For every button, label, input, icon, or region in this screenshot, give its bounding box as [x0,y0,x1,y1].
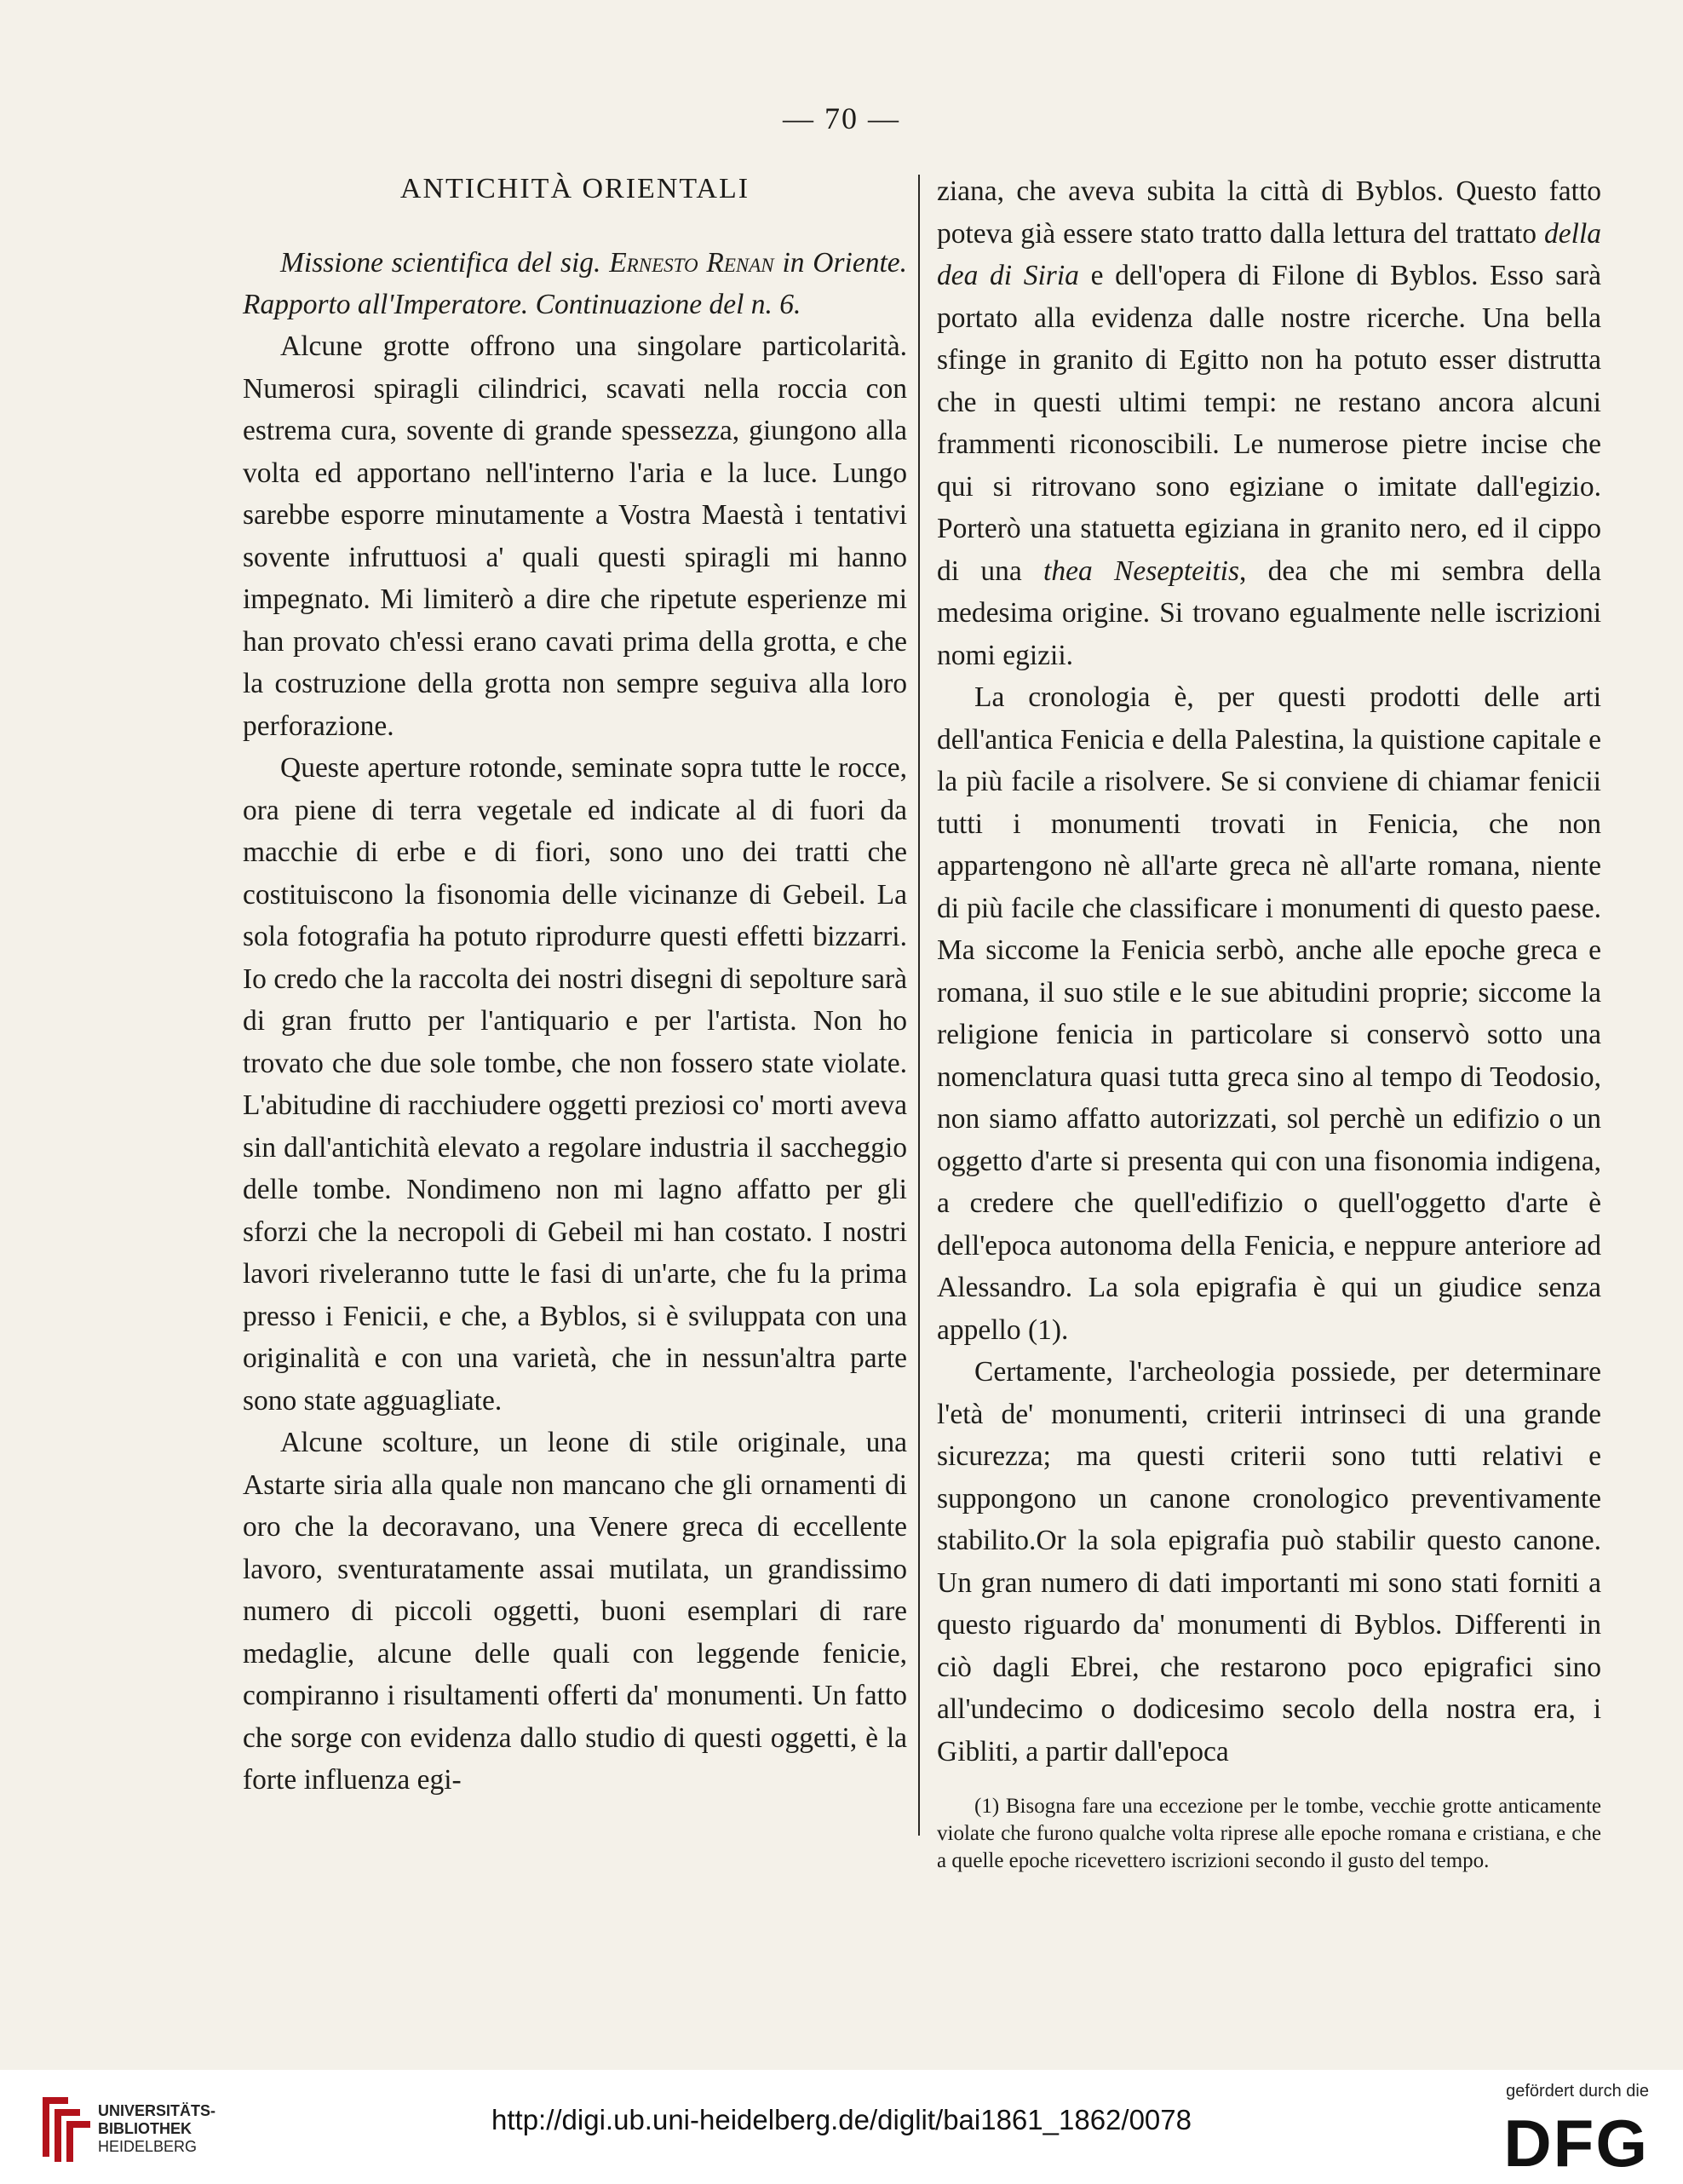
page-number: — 70 — [783,101,900,135]
subtitle-text: Missione scientifica del sig. [280,247,610,279]
paragraph-text: , dea che mi sembra della medesima origine. Si trovano egualmente nelle iscrizioni nomi egizii. [937,555,1602,671]
source-url-link[interactable]: http://digi.ub.uni-heidelberg.de/diglit/bai1861_1862/0078 [491,2104,1192,2135]
author-name: Ernesto Renan [609,247,774,279]
article-subtitle [243,242,907,325]
body-paragraph: Alcune grotte offrono una singolare particolarità. Numerosi spiragli cilindrici, scavati nella roccia con estrema cura, sovente di grande spessezza, giungono alla volta ed apportano nell'interno l'aria e la luce. Lungo sarebbe esporre minutamente a Vostra Maestà i tentativi sovente infruttuosi a' quali questi spiragli mi hanno impegnato. Mi limiterò a dire che ripetute esperienze mi han provato ch'essi erano cavati prima della grotta, e che la costruzione della grotta non sempre seguiva alla loro perforazione. [243,330,907,742]
body-paragraph: Certamente, l'archeologia possiede, per determinare l'età de' monumenti, criterii intrinseci di una grande sicurezza; ma questi criterii sono tutti relativi e suppongono un canone cronologico preventivamente stabilito.Or la sola epigrafia può stabilir questo canone. Un gran numero di dati importanti mi sono stati forniti a questo riguardo da' monumenti di Byblos. Differenti in ciò dagli Ebrei, che restarono poco epigrafici sino all'undecimo o dodicesimo secolo della nostra era, i Gibliti, a partir dall'epoca [937,1356,1601,1767]
library-name-line: UNIVERSITÄTS- [98,2102,216,2119]
library-name-line: BIBLIOTHEK [98,2120,192,2137]
footnotes [937,1793,1601,1875]
subtitle-text-continued: in Oriente. Rapporto all'Imperatore. Continuazione del n. 6. [243,247,908,320]
footer-banner [0,2070,1683,2184]
section-heading: ANTICHITÀ ORIENTALI [399,173,750,204]
italic-title: della dea di Siria [937,217,1601,291]
body-paragraph: La cronologia è, per questi prodotti delle arti dell'antica Fenicia e della Palestina, la quistione capitale e la più facile a risolvere. Se si conviene di chiamar fenicii tutti i monumenti trovati in Fenicia, che non appartengono nè all'arte greca nè all'arte romana, niente di più facile che classificare i monumenti di questo paese. Ma siccome la Fenicia serbò, anche alle epoche greca e romana, il suo stile e le sue abitudini proprie; siccome la religione fenicia in particolare si conservò sotto una nomenclatura quasi tutta greca sino al tempo di Teodosio, non siamo affatto autorizzati, sol perchè un edifizio o un oggetto d'arte si presenta qui con una fisonomia indigena, a credere che quell'edifizio o quell'oggetto d'arte è dell'epoca autonoma della Fenicia, e neppure anteriore ad Alessandro. La sola epigrafia è qui un giudice senza appello (1). [937,681,1601,1346]
italic-name: thea Nesepteitis [1043,555,1239,587]
dfg-logo: DFG [1503,2106,1649,2181]
body-paragraph [937,170,1601,676]
body-paragraph: Queste aperture rotonde, seminate sopra tutte le rocce, ora piene di terra vegetale ed indicate al di fuori da macchie di erbe e di fiori, sono uno dei tratti che costituiscono la fisonomia delle vicinanze di Gebeil. La sola fotografia ha potuto riprodurre questi effetti bizzarri. Io credo che la raccolta dei nostri disegni di sepolture sarà di gran frutto per l'antiquario e per l'artista. Non ho trovato che due sole tombe, che non fossero state violate. L'abitudine di racchiudere oggetti preziosi co' morti aveva sin dall'antichità elevato a regolare industria il saccheggio delle tombe. Nondimeno non mi lagno affatto per gli sforzi che la necropoli di Gebeil mi han costato. I nostri lavori riveleranno tutte le fasi di un'arte, che fu la prima presso i Fenicii, e che, a Byblos, si è sviluppata con una originalità e con una varietà, che in nessun'altra parte sono state agguagliate. [243,752,907,1417]
paragraph-text: e dell'opera di Filone di Byblos. Esso sarà portato alla evidenza dalle nostre ricerche. Una bella sfinge in granito di Egitto non ha potuto esser distrutta che in questi ultimi tempi: ne restano ancora alcuni frammenti riconoscibili. Le numerose pietre incise che qui si ritrovano sono egiziane o imitate dall'egizio. Porterò una statuetta egiziana in granito nero, ed il cippo di una [937,260,1601,587]
library-name-line: HEIDELBERG [98,2138,198,2155]
column-divider [918,175,920,1836]
left-column [243,170,907,1802]
footnote: (1) Bisogna fare una eccezione per le tombe, vecchie grotte anticamente violate che furono qualche volta riprese alle epoche romana e cristiana, e che a quelle epoche ricevettero iscrizioni secondo il gusto del tempo. [937,1795,1601,1872]
paragraph-text: ziana, che aveva subita la città di Byblos. Questo fatto poteva già essere stato tratto dalla lettura del trattato [937,175,1601,250]
right-column [937,170,1601,1875]
body-paragraph: Alcune scolture, un leone di stile originale, una Astarte siria alla quale non mancano che gli ornamenti di oro che la decoravano, una Venere greca di eccellente lavoro, sventuratamente assai mutilata, un grandissimo numero di piccoli oggetti, buoni esemplari di rare medaglie, alcune delle quali con leggende fenicie, compiranno i risultamenti offerti da' monumenti. Un fatto che sorge con evidenza dallo studio di questi oggetti, è la forte influenza egi- [243,1427,907,1796]
funding-text: gefördert durch die [1506,2082,1649,2101]
